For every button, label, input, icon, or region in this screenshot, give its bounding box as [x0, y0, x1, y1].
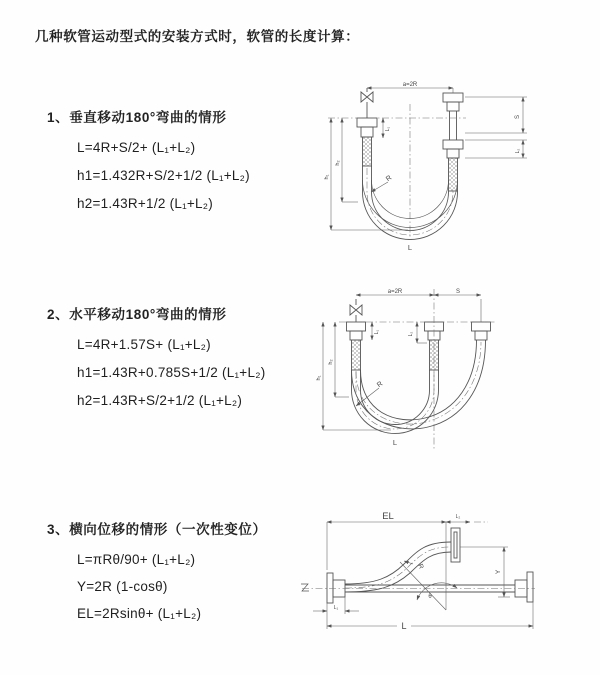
dimension-lines: [323, 295, 481, 430]
dim-label-a2r: a=2R: [402, 82, 418, 88]
centerlines: [302, 522, 535, 589]
dim-label-l1: L₁: [385, 126, 391, 132]
formula-line: h1=1.43R+0.785S+1/2 (L₁+L₂): [77, 365, 266, 380]
dim-label-y: Y: [495, 569, 502, 575]
break-mark: [301, 584, 309, 591]
dim-label-l2: L₂: [515, 148, 521, 154]
valve-icon: [361, 92, 373, 102]
dim-label-theta: θ: [428, 594, 432, 600]
section-vertical-movement: [47, 106, 250, 218]
dim-label-l1: L₁: [333, 605, 339, 611]
formula-line: h2=1.43R+S/2+1/2 (L₁+L₂): [77, 393, 243, 408]
centerlines: [328, 104, 466, 240]
formula-line: L=πRθ/90+ (L₁+L₂): [77, 552, 196, 567]
valve-icon: [350, 305, 362, 315]
section-2-formulas: [77, 331, 265, 415]
dim-label-h2: h₂: [335, 160, 341, 166]
dim-label-l2: L₂: [408, 331, 414, 337]
dim-label-r: R: [416, 563, 425, 570]
diagram-lateral-displacement: [300, 505, 538, 635]
section-2-heading: 2、水平移动180°弯曲的情形: [47, 307, 227, 322]
formula-line: EL=2Rsinθ+ (L₁+L₂): [77, 606, 202, 621]
formula-line: h2=1.43R+1/2 (L₁+L₂): [77, 196, 214, 211]
section-lateral-displacement: [47, 518, 267, 627]
formula-line: h1=1.432R+S/2+1/2 (L₁+L₂): [77, 168, 250, 183]
dim-label-h1: h₁: [324, 174, 330, 180]
section-1-heading: 1、垂直移动180°弯曲的情形: [47, 110, 227, 125]
dim-label-h1: h₁: [316, 375, 322, 381]
section-horizontal-movement: [47, 303, 265, 415]
dim-label-a2r: a=2R: [387, 289, 403, 295]
formula-line: L=4R+S/2+ (L₁+L₂): [77, 140, 196, 155]
dim-label-l2: L₂: [455, 514, 461, 520]
dim-label-r: R: [385, 174, 394, 184]
diagram-horizontal-180-bend: [315, 285, 500, 457]
hose-line-art: [347, 299, 491, 433]
section-3-formulas: [77, 546, 267, 627]
section-1-formulas: [77, 134, 250, 218]
dim-label-s: S: [455, 289, 461, 295]
dim-label-l: L: [392, 438, 398, 447]
dim-label-l: L: [407, 243, 413, 252]
dimension-lines: [313, 522, 533, 629]
formula-line: Y=2R (1-cosθ): [77, 579, 168, 594]
dim-label-h2: h₂: [328, 359, 334, 365]
dimension-lines: [331, 88, 527, 230]
dim-label-r: R: [376, 380, 385, 390]
dim-label-l1: L₁: [374, 329, 380, 335]
dim-label-s: S: [515, 114, 521, 120]
section-3-heading: 3、横向位移的情形（一次性变位）: [47, 522, 267, 537]
page-title: 几种软管运动型式的安装方式时，软管的长度计算：: [35, 29, 360, 44]
diagram-vertical-180-bend: [318, 80, 536, 254]
formula-line: L=4R+1.57S+ (L₁+L₂): [77, 337, 211, 352]
dim-label-l: L: [401, 621, 407, 631]
dim-label-el: EL: [382, 511, 394, 522]
